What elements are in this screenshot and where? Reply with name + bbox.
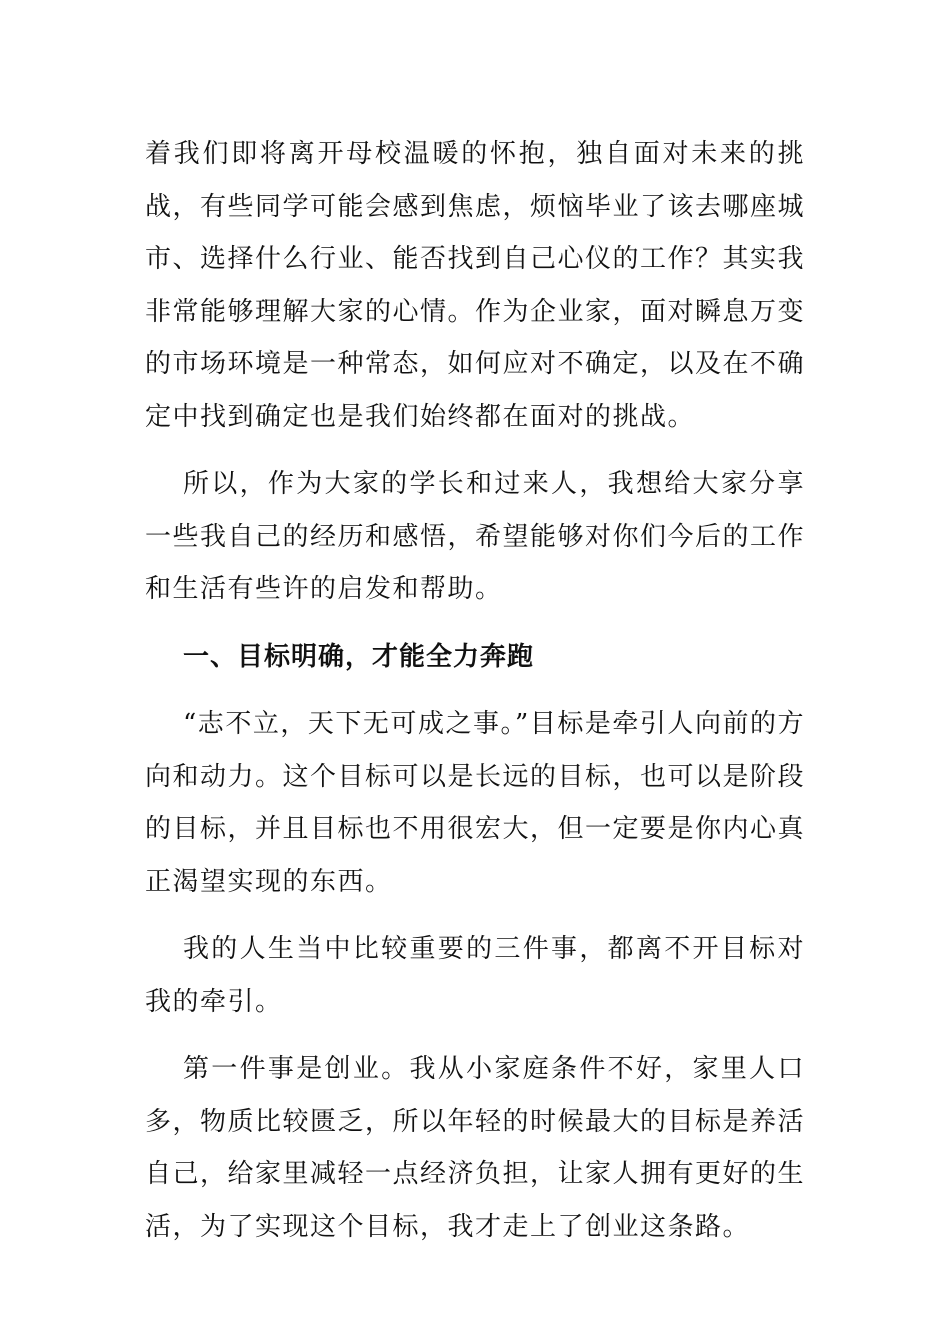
paragraph-three-things: 我的人生当中比较重要的三件事，都离不开目标对我的牵引。 <box>145 934 805 1017</box>
paragraph-sharing: 所以，作为大家的学长和过来人，我想给大家分享一些我自己的经历和感悟，希望能够对你们今后的工作和生活有些许的启发和帮助。 <box>145 469 806 604</box>
paragraph-continued: 着我们即将离开母校温暖的怀抱，独自面对未来的挑战，有些同学可能会感到焦虑，烦恼毕业了该去哪座城市、选择什么行业、能否找到自己心仪的工作？其实我非常能够理解大家的心情。作为企业家，面对瞬息万变的市场环境是一种常态，如何应对不确定，以及在不确定中找到确定也是我们始终都在面对的挑战。 <box>145 139 806 432</box>
paragraph-first-thing: 第一件事是创业。我从小家庭条件不好，家里人口多，物质比较匮乏，所以年轻的时候最大的目标是养活自己，给家里减轻一点经济负担，让家人拥有更好的生活，为了实现这个目标，我才走上了创业这条路。 <box>145 1054 806 1242</box>
section-heading-1: 一、目标明确，才能全力奔跑 <box>183 641 535 672</box>
paragraph-goal-quote: “志不立，天下无可成之事。”目标是牵引人向前的方向和动力。这个目标可以是长远的目标，也可以是阶段的目标，并且目标也不用很宏大，但一定要是你内心真正渴望实现的东西。 <box>145 709 806 897</box>
document-page <box>145 128 805 1253</box>
